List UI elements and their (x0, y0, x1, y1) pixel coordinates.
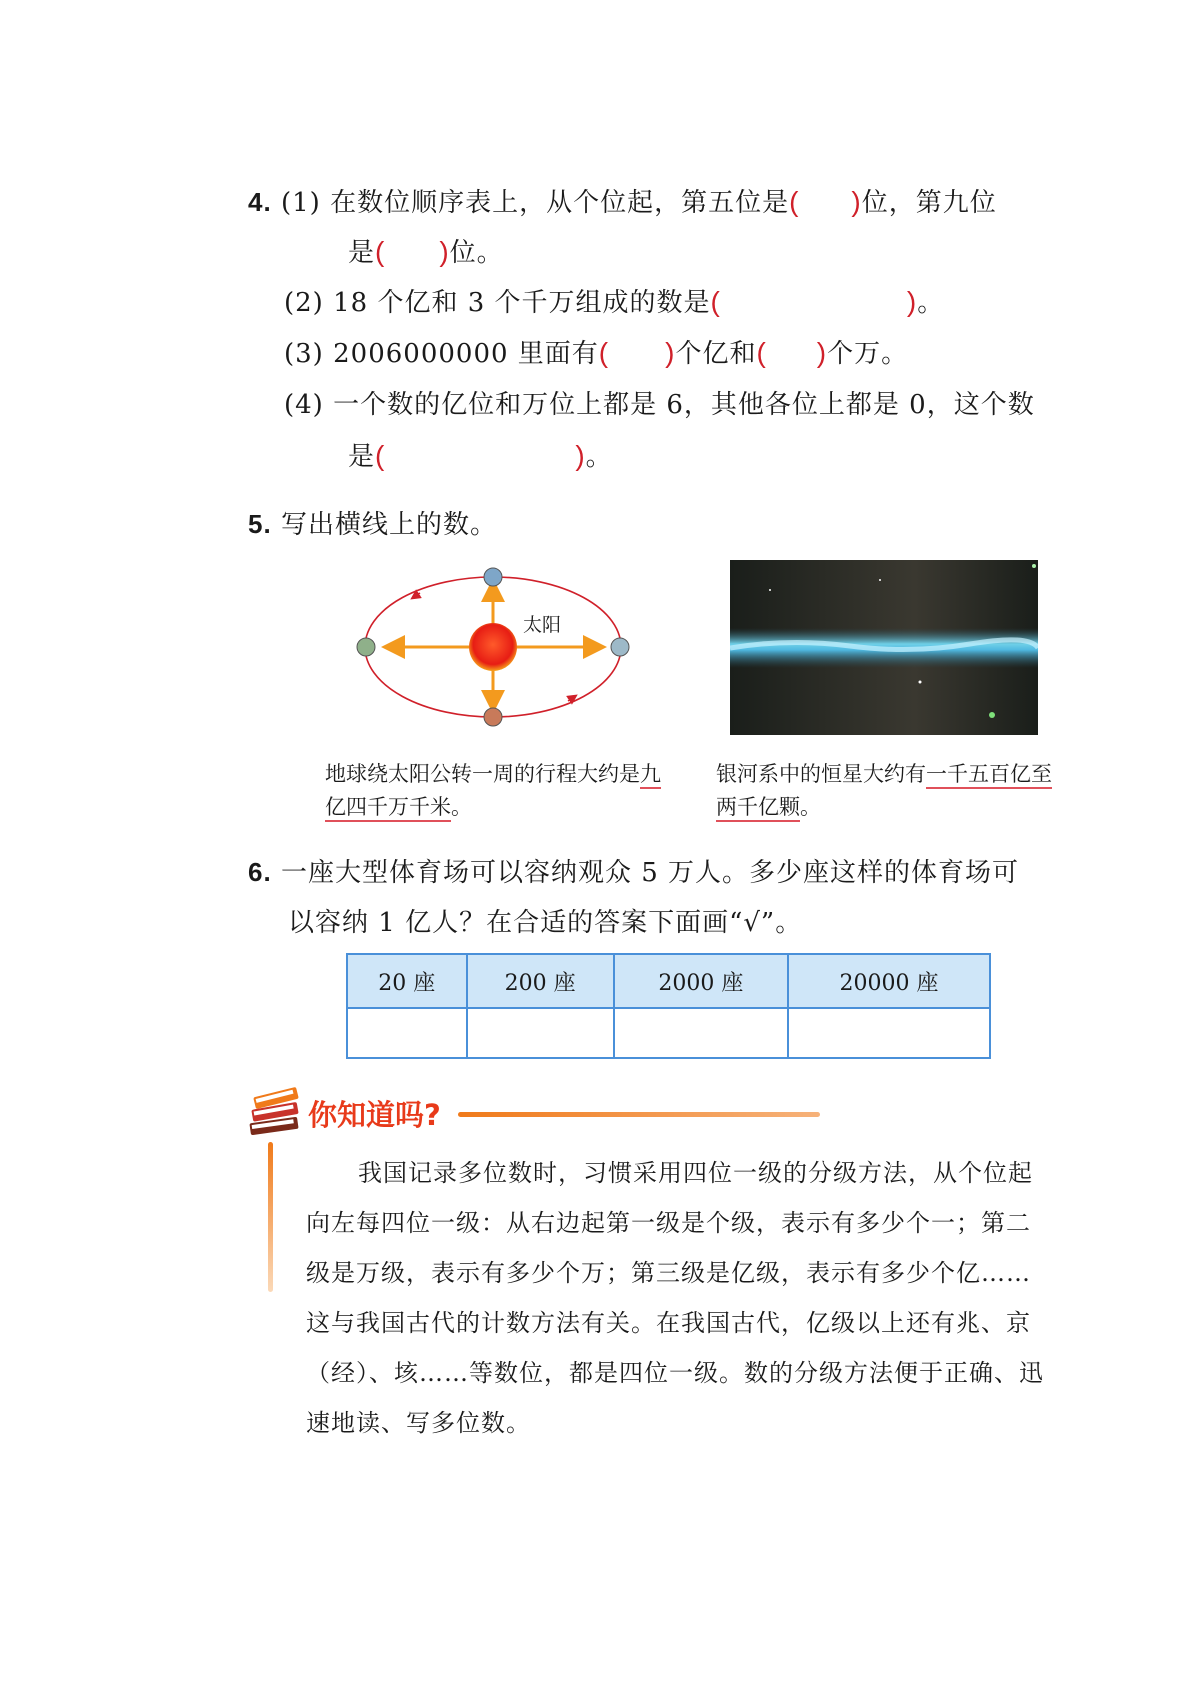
q4-p4-blank-open: ( (375, 440, 386, 471)
q4-p4-end: 。 (585, 442, 613, 472)
earth-bottom (484, 708, 502, 726)
sun-label: 太阳 (523, 614, 562, 636)
info-paragraph (306, 1148, 1051, 1448)
q4-p3-blank1-close: ) (665, 337, 676, 368)
q4-part2 (284, 282, 944, 319)
q6-text-1: 一座大型体育场可以容纳观众 5 万人。多少座这样的体育场可 (280, 858, 1020, 888)
q4-p4-num: (4) (284, 390, 324, 420)
col-20: 20 座 (347, 954, 467, 1008)
answer-cell-200[interactable] (467, 1008, 614, 1058)
q4-p3-text-a: 2006000000 里面有 (333, 339, 599, 369)
answer-table (346, 953, 991, 1059)
caption-left-underlined: 九亿四千万千米 (325, 762, 661, 822)
q4-p4-text-a: 一个数的亿位和万位上都是 6，其他各位上都是 0，这个数 (333, 390, 1035, 420)
info-side-rule (268, 1142, 273, 1292)
col-20000: 20000 座 (788, 954, 990, 1008)
earth-right (611, 638, 629, 656)
col-2000: 2000 座 (614, 954, 788, 1008)
q4-p1-blank1-open: ( (789, 186, 800, 217)
q4-p1-text-a: 在数位顺序表上，从个位起，第五位是 (330, 188, 790, 218)
q4-p3-blank2-close: ) (816, 337, 828, 368)
q4-p1-num: (1) (280, 188, 321, 218)
caption-right-end: 。 (800, 795, 821, 819)
q6-text-2: 以容纳 1 亿人？在合适的答案下面画“√”。 (288, 908, 803, 938)
q4-p1-text-b: 位，第九位 (861, 188, 997, 218)
caption-right-underlined-2: 至两千亿颗 (716, 762, 1052, 822)
q4-p1-blank1-close: ) (851, 186, 862, 217)
col-200: 200 座 (467, 954, 614, 1008)
q4-p2-blank-close: ) (906, 286, 918, 317)
q4-p3-num: (3) (284, 339, 324, 369)
q4-p4-text-b: 是 (348, 442, 376, 472)
q5-text: 写出横线上的数。 (280, 510, 497, 540)
q6-line2 (288, 902, 802, 939)
caption-left-end: 。 (451, 795, 472, 819)
q5-heading (248, 504, 497, 541)
q4-p2-end: 。 (917, 288, 945, 318)
q4-number: 4. (248, 187, 272, 217)
answer-cell-20000[interactable] (788, 1008, 990, 1058)
info-paragraph-text: 我国记录多位数时，习惯采用四位一级的分级方法，从个位起向左每四位一级：从右边起第一级是个级，表示有多少个一；第二级是万级，表示有多少个万；第三级是亿级，表示有多少个亿……这与我国古代的计数方法有关。在我国古代，亿级以上还有兆、京（经）、垓……等数位，都是四位一级。数的分级方法便于正确、迅速地读、写多位数。 (306, 1159, 1044, 1437)
answer-cell-20[interactable] (347, 1008, 467, 1058)
q4-part3 (284, 333, 908, 370)
q5-number: 5. (248, 509, 272, 539)
earth-left (357, 638, 375, 656)
q4-line2 (348, 232, 504, 269)
info-title-rule (458, 1112, 820, 1117)
q4-p1-text-c: 是 (348, 238, 376, 268)
q4-p3-text-b: 个亿和 (675, 339, 757, 369)
earth-top (484, 568, 502, 586)
q4-p2-blank-open: ( (710, 286, 721, 317)
q4-line1 (248, 182, 997, 219)
milky-way-photo (730, 560, 1038, 735)
q4-p1-text-d: 位。 (449, 238, 504, 268)
sun-orbit-diagram (350, 555, 640, 735)
q4-p3-blank1-open: ( (598, 337, 610, 368)
books-icon (246, 1082, 304, 1140)
caption-right-underlined-1: 一千五百亿 (926, 762, 1031, 789)
caption-right (716, 758, 1061, 824)
q4-p2-text: 18 个亿和 3 个千万组成的数是 (333, 288, 711, 318)
q4-p1-blank2-open: ( (375, 236, 386, 267)
q4-p1-blank2-close: ) (439, 236, 450, 267)
q6-number: 6. (248, 857, 272, 887)
caption-right-text: 银河系中的恒星大约有 (716, 762, 926, 786)
q4-part4-line2 (348, 436, 613, 473)
q4-p3-text-c: 个万。 (827, 339, 909, 369)
q4-p2-num: (2) (284, 288, 324, 318)
q4-part4 (284, 384, 1035, 421)
info-title: 你知道吗? (308, 1098, 441, 1132)
q6-line1 (248, 852, 1019, 889)
caption-left (325, 758, 665, 824)
q4-p4-blank-close: ) (575, 440, 586, 471)
q4-p3-blank2-open: ( (756, 337, 767, 368)
sun (469, 623, 517, 671)
answer-cell-2000[interactable] (614, 1008, 788, 1058)
caption-left-text: 地球绕太阳公转一周的行程大约是 (325, 762, 640, 786)
